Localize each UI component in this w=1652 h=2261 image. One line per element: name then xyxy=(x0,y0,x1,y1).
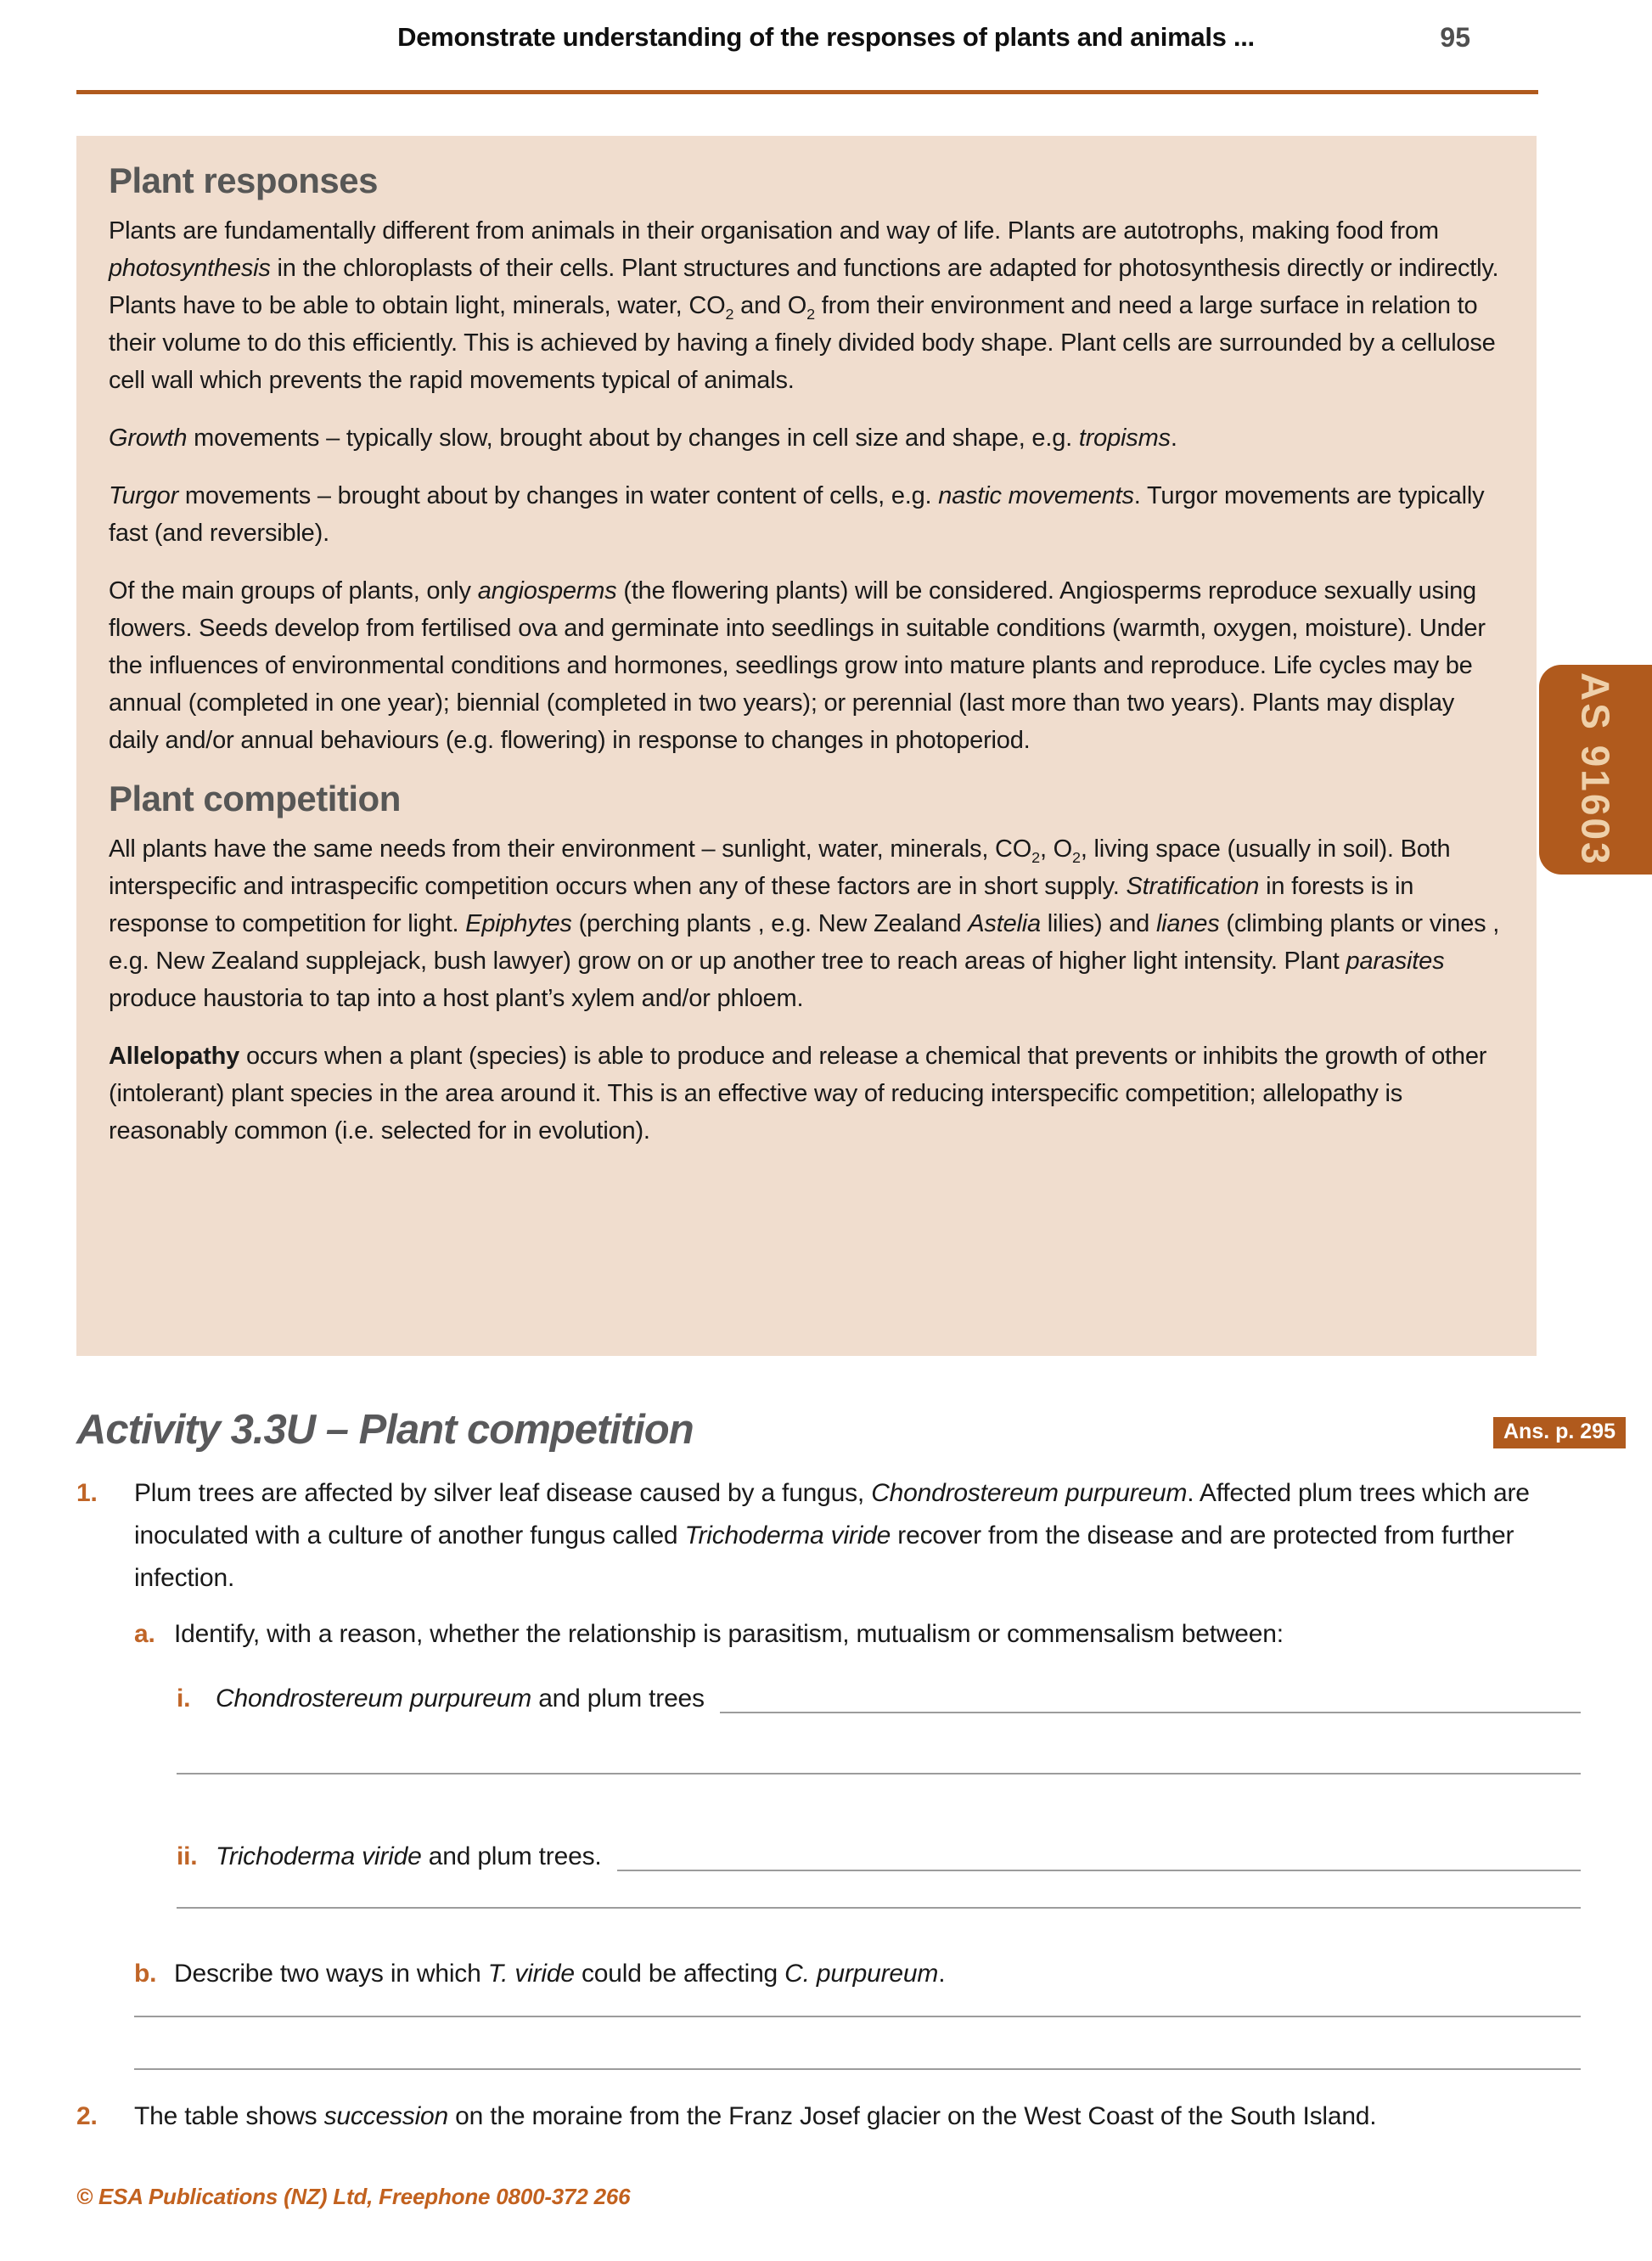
question-2-text: The table shows succession on the moraine from the Franz Josef glacier on the West Coast of the South Island. xyxy=(134,2102,1377,2130)
question-1-text: Plum trees are affected by silver leaf disease caused by a fungus, Chondrostereum purpureum. Affected plum trees which are inoculated with a culture of another fungus called Trichoderma viride recover from the disease and are protected from further infection. xyxy=(134,1479,1530,1592)
activity-section xyxy=(0,1391,1652,2138)
answer-line xyxy=(720,1712,1581,1713)
plant-responses-info-box xyxy=(76,136,1537,1356)
paragraph: Plants are fundamentally different from animals in their organisation and way of life. Plants are autotrophs, making food from photosynthesis in the chloroplasts of their cells. Plant structures and functions are adapted for photosynthesis directly or indirectly. Plants have to be able to obtain light, minerals, water, $CO_2$ and $O_2$ from their environment and need a large surface in relation to their volume to do this efficiently. This is achieved by having a finely divided body shape. Plant cells are surrounded by a cellulose cell wall which prevents the rapid movements typical of animals. xyxy=(109,217,1499,394)
paragraph: Growth movements – typically slow, brought about by changes in cell size and shape, e.g. tropisms. xyxy=(109,425,1177,452)
question-2-number: 2. xyxy=(76,2102,98,2130)
chapter-title: Demonstrate understanding of the responses of plants and animals ... xyxy=(397,22,1255,52)
paragraph: All plants have the same needs from their environment – sunlight, water, minerals, $CO_2$, $O_2$, living space (usually in soil). Both interspecific and intraspecific competition occurs when any of these factors are in short supply. Stratification in forests is in response to competition for light. Epiphytes (perching plants , e.g. New Zealand Astelia lilies) and lianes (climbing plants or vines , e.g. New Zealand supplejack, bush lawyer) grow on or up another tree to reach areas of higher light intensity. Plant parasites produce haustoria to tap into a host plant’s xylem and/or phloem. xyxy=(109,835,1500,1012)
page-number: 95 xyxy=(1440,22,1470,53)
question-1a-i xyxy=(177,1678,1581,1720)
paragraph: Allelopathy occurs when a plant (species) is able to produce and release a chemical that prevents or inhibits the growth of other (intolerant) plant species in the area around it. This is an effective way of reducing interspecific competition; allelopathy is reasonably common (i.e. selected for in evolution). xyxy=(109,1043,1487,1145)
standard-number-tab xyxy=(1539,665,1652,875)
question-1a-ii xyxy=(177,1836,1581,1878)
question-1a xyxy=(134,1613,1581,1656)
standard-number-tab-label: AS 91603 xyxy=(1573,672,1618,867)
question-1 xyxy=(76,1472,1581,1600)
question-1a-ii-marker: ii. xyxy=(177,1842,198,1870)
section-heading-plant-competition: Plant competition xyxy=(109,779,401,818)
question-1b-text: Describe two ways in which T. viride could be affecting C. purpureum. xyxy=(174,1960,946,1988)
page-header xyxy=(76,22,1576,59)
answer-line xyxy=(177,1907,1581,1909)
question-1a-i-marker: i. xyxy=(177,1685,191,1713)
footer-copyright: © ESA Publications (NZ) Ltd, Freephone 0800-372 266 xyxy=(76,2184,631,2209)
section-heading-plant-responses: Plant responses xyxy=(109,160,378,200)
activity-header xyxy=(76,1391,1626,1454)
question-list xyxy=(76,1472,1581,2138)
answers-page-badge: Ans. p. 295 xyxy=(1493,1417,1626,1448)
question-1a-i-text: Chondrostereum purpureum and plum trees xyxy=(216,1685,705,1713)
header-rule xyxy=(76,90,1538,94)
answer-line xyxy=(617,1870,1581,1871)
question-1b xyxy=(134,1953,1581,1995)
question-1a-text: Identify, with a reason, whether the relationship is parasitism, mutualism or commensalism between: xyxy=(174,1620,1284,1648)
paragraph: Turgor movements – brought about by changes in water content of cells, e.g. nastic movements. Turgor movements are typically fast (and reversible). xyxy=(109,482,1485,547)
question-1b-marker: b. xyxy=(134,1960,157,1988)
answer-line xyxy=(134,2068,1581,2070)
activity-title: Activity 3.3U – Plant competition xyxy=(76,1407,694,1453)
question-1-number: 1. xyxy=(76,1479,98,1507)
answer-line xyxy=(177,1773,1581,1774)
question-2 xyxy=(76,2095,1581,2138)
answer-line xyxy=(134,2016,1581,2017)
question-1a-ii-text: Trichoderma viride and plum trees. xyxy=(216,1842,602,1870)
question-1a-marker: a. xyxy=(134,1620,155,1648)
paragraph: Of the main groups of plants, only angiosperms (the flowering plants) will be considered. Angiosperms reproduce sexually using flowers. Seeds develop from fertilised ova and germinate into seedlings in suitable conditions (warmth, oxygen, moisture). Under the influences of environmental conditions and hormones, seedlings grow into mature plants and reproduce. Life cycles may be annual (completed in one year); biennial (completed in two years); or perennial (last more than two years). Plants may display daily and/or annual behaviours (e.g. flowering) in response to changes in photoperiod. xyxy=(109,577,1486,754)
